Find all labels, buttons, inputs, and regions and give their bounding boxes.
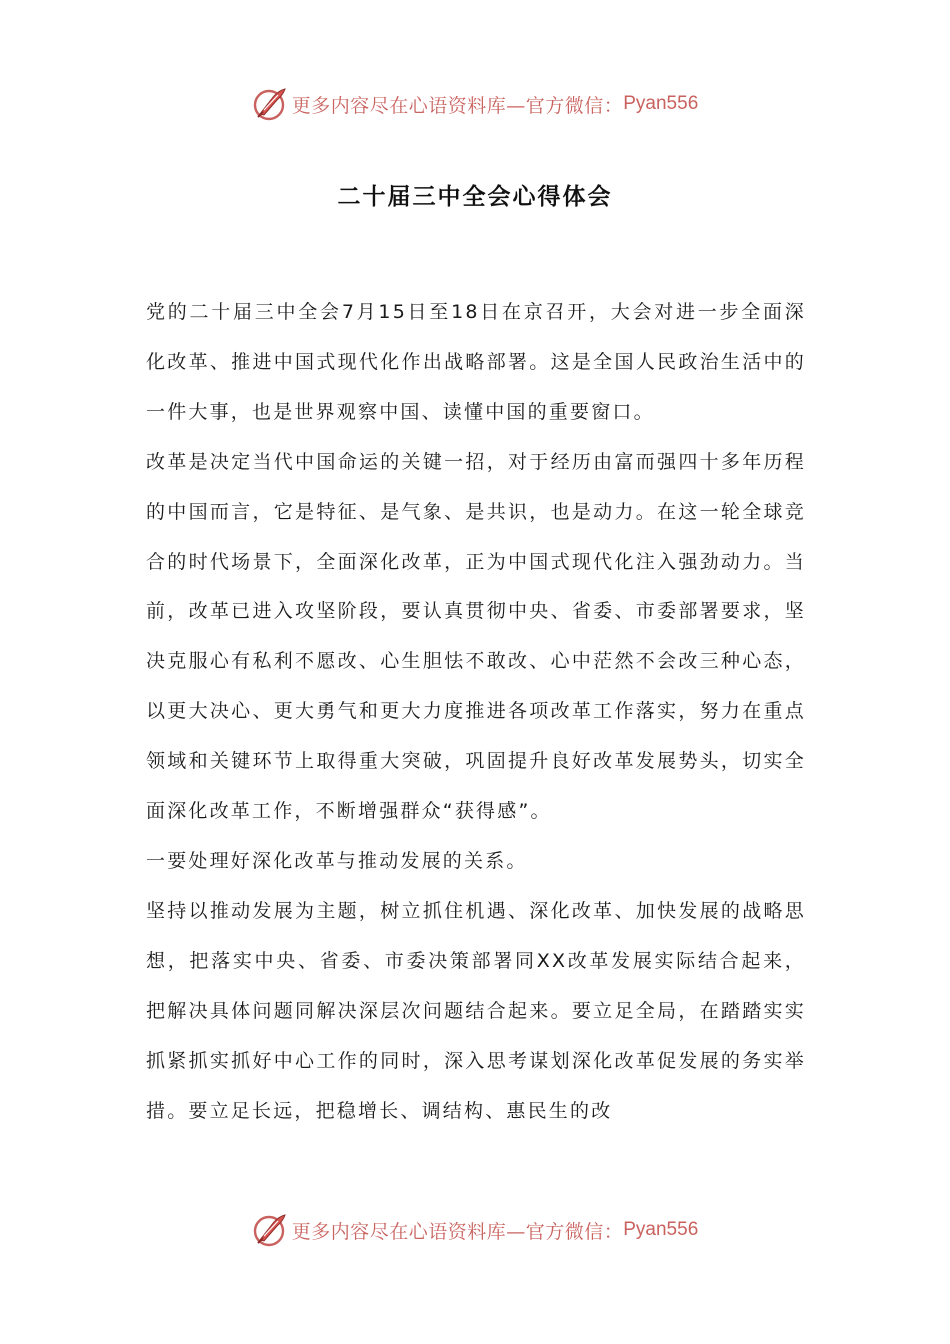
quill-logo-icon [252,86,288,122]
paragraph: 坚持以推动发展为主题，树立抓住机遇、深化改革、加快发展的战略思想，把落实中央、省委、市委决策部署同XX改革发展实际结合起来，把解决具体问题同解决深层次问题结合起来。要立足全局，在踏踏实实抓紧抓实抓好中心工作的同时，深入思考谋划深化改革促发展的务实举措。要立足长远，把稳增长、调结构、惠民生的改 [146,899,806,1122]
paragraph: 一要处理好深化改革与推动发展的关系。 [146,849,528,872]
footer-banner [0,1210,950,1250]
paragraph: 党的二十届三中全会7月15日至18日在京召开，大会对进一步全面深化改革、推进中国式现代化作出战略部署。这是全国人民政治生活中的一件大事，也是世界观察中国、读懂中国的重要窗口。 [146,301,806,423]
paragraph: 改革是决定当代中国命运的关键一招，对于经历由富而强四十多年历程的中国而言，它是特征、是气象、是共识，也是动力。在这一轮全球竞合的时代场景下，全面深化改革，正为中国式现代化注入强劲动力。当前，改革已进入攻坚阶段，要认真贯彻中央、省委、市委部署要求，坚决克服心有私利不愿改、心生胆怯不敢改、心中茫然不会改三种心态，以更大决心、更大勇气和更大力度推进各项改革工作落实，努力在重点领域和关键环节上取得重大突破，巩固提升良好改革发展势头，切实全面深化改革工作，不断增强群众“获得感”。 [146,450,806,823]
header-banner [0,84,950,124]
document-body [146,288,806,1136]
banner-wechat-id: Pyan556 [623,1219,699,1240]
banner-slogan: 更多内容尽在心语资料库—官方微信： [291,1220,624,1243]
banner-slogan: 更多内容尽在心语资料库—官方微信： [291,94,624,117]
quill-logo-icon [252,1212,288,1248]
document-title: 二十届三中全会心得体会 [337,184,613,210]
banner-wechat-id: Pyan556 [623,93,699,114]
